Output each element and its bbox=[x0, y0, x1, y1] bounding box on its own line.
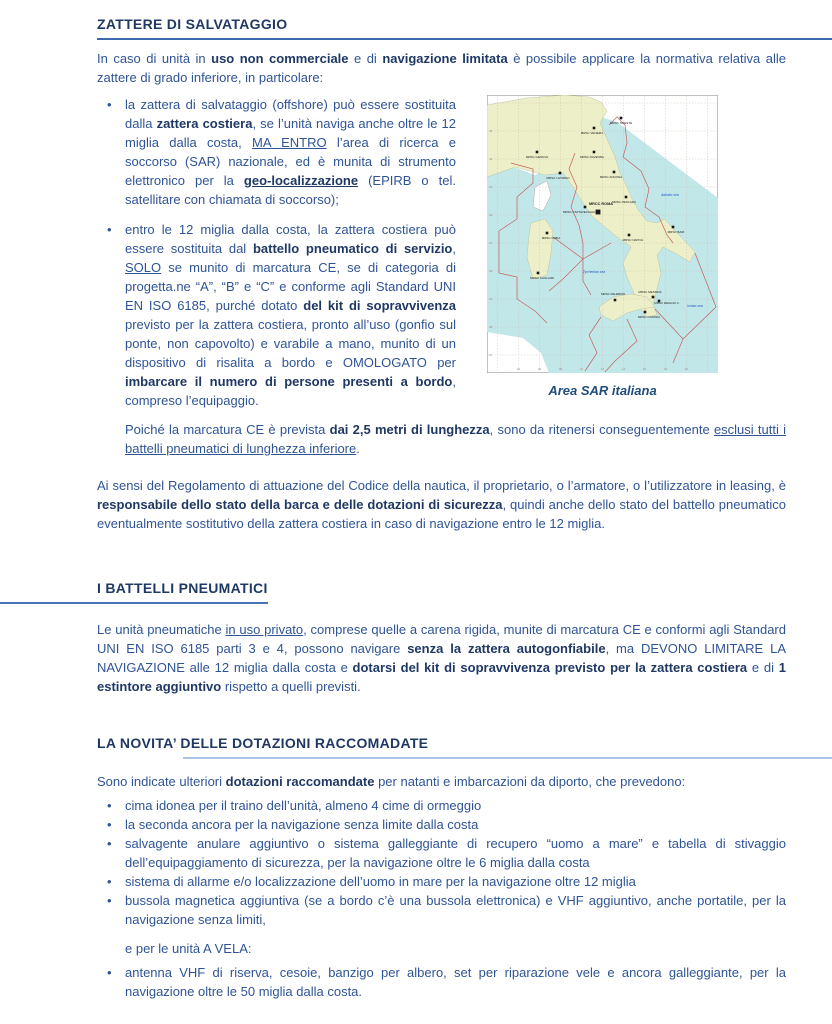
sea-label: Ionian sea bbox=[687, 304, 703, 308]
novita-lead-paragraph: Sono indicate ulteriori dotazioni raccomandate per natanti e imbarcazioni da diporto, che prevedono: bbox=[97, 774, 686, 789]
zattere-bullet-list bbox=[97, 95, 786, 410]
map-marker-label: MRSC GENOVA bbox=[525, 155, 549, 159]
map-marker-label: MRSC CIVITAVECCHIA bbox=[562, 210, 596, 214]
map-marker-label: MRSC ANCONA bbox=[599, 175, 623, 179]
y-tick-label: 37 bbox=[489, 353, 493, 357]
y-tick-label: 45 bbox=[489, 129, 493, 133]
map-marker-label: MRSC TRIESTE bbox=[609, 121, 633, 125]
x-tick-label: 20 bbox=[684, 367, 689, 371]
list-item: • salvagente anulare aggiuntivo o sistema galleggiante di recupero “uomo a mare” e tabella di stivaggio dell’equipaggiamento di sicurezza, per la navigazione oltre le 6 miglia dalla costa bbox=[97, 834, 786, 872]
map-caption: Area SAR italiana bbox=[548, 383, 657, 398]
map-marker-label: MRSC OLBIA bbox=[541, 236, 561, 240]
heading-text: I BATTELLI PNEUMATICI bbox=[97, 580, 268, 596]
x-tick-label: 14 bbox=[621, 367, 626, 371]
heading-text: ZATTERE DI SALVATAGGIO bbox=[97, 16, 288, 32]
section-novita bbox=[97, 734, 786, 1001]
map-marker-label: MRSC NAPOLI bbox=[622, 238, 644, 242]
map-marker-label: MRSC MESSINA bbox=[638, 290, 662, 294]
map-marker-label: MRCC ROMA bbox=[588, 202, 614, 206]
section-battelli bbox=[97, 579, 786, 696]
dotazioni-bullet-list bbox=[97, 796, 786, 929]
responsibility-paragraph: Ai sensi del Regolamento di attuazione del Codice della nautica, il proprietario, o l’armatore, o l’utilizzatore in leasing, è responsabile dello stato della barca e delle dotazioni di sicurezza, quindi anche dello stato del battello pneumatico eventualmente sostitutivo della zattera costiera in caso di navigazione entro le 12 miglia. bbox=[97, 478, 786, 531]
map-marker-label: MRSC RAVENNA bbox=[580, 155, 604, 159]
map-marker bbox=[596, 210, 601, 215]
list-item: • sistema di allarme e/o localizzazione dell’uomo in mare per la navigazione oltre 12 miglia bbox=[97, 872, 786, 891]
x-tick-label: 18 bbox=[663, 367, 668, 371]
list-item: • cima idonea per il traino dell’unità, almeno 4 cime di ormeggio bbox=[97, 796, 786, 815]
map-marker-label: MRSC BARI bbox=[667, 230, 685, 234]
list-item: • la zattera di salvataggio (offshore) può essere sostituita dalla zattera costiera, se l’unità naviga anche oltre le 12 miglia dalla costa, MA ENTRO l’area di ricerca e soccorso (SAR) nazionale, ed è munita di strumento elettronico per la geo-localizzazione (EPIRB o tel. satellitare con chiamata di soccorso); bbox=[97, 95, 786, 209]
map-marker-label: MRSC CAGLIARI bbox=[530, 276, 554, 280]
y-tick-label: 39 bbox=[489, 297, 493, 301]
map-marker-label: MRSC CATANIA bbox=[637, 315, 661, 319]
map-marker-label: MRSC REGGIO C. bbox=[654, 301, 680, 305]
section-heading-battelli bbox=[97, 579, 268, 597]
sea-label: Tyrrhenian sea bbox=[582, 270, 606, 274]
y-tick-label: 41 bbox=[489, 241, 493, 245]
heading-text: LA NOVITA’ DELLE DOTAZIONI RACCOMADATE bbox=[97, 735, 429, 751]
list-item: • la seconda ancora per la navigazione senza limite dalla costa bbox=[97, 815, 786, 834]
y-tick-label: 43 bbox=[489, 185, 493, 189]
y-tick-label: 42 bbox=[489, 213, 493, 217]
heading-rule bbox=[97, 38, 832, 40]
list-item: • bussola magnetica aggiuntiva (se a bordo c’è una bussola elettronica) e VHF aggiuntivo, anche portatile, per la navigazione senza limiti, bbox=[97, 891, 786, 929]
battelli-paragraph: Le unità pneumatiche in uso privato, comprese quelle a carena rigida, munite di marcatura CE e conformi agli Standard UNI EN ISO 6185 parti 3 e 4, possono navigare senza la zattera autogonfiabile, ma DEVONO LIMITARE LA NAVIGAZIONE alle 12 miglia dalla costa e dotarsi del kit di sopravvivenza previsto per la zattera costiera e di 1 estintore aggiuntivo rispetto a quelli previsti. bbox=[97, 622, 786, 694]
heading-rule bbox=[183, 757, 832, 759]
note-paragraph: Poiché la marcatura CE è prevista dai 2,5 metri di lunghezza, sono da ritenersi conseguentemente esclusi tutti i battelli pneumatici di lunghezza inferiore. bbox=[125, 422, 786, 456]
sea-label: Adriatic sea bbox=[661, 193, 679, 197]
section-heading-zattere bbox=[97, 15, 786, 33]
x-tick-label: 06 bbox=[537, 367, 542, 371]
map-marker-label: MRSC PALERMO bbox=[600, 292, 626, 296]
map-marker-label: MRSC LIVORNO bbox=[546, 176, 570, 180]
y-tick-label: 44 bbox=[489, 157, 493, 161]
section-heading-novita bbox=[97, 734, 786, 752]
map-marker-label: MRSC PESCARA bbox=[611, 200, 637, 204]
list-item: • antenna VHF di riserva, cesoie, banzigo per albero, set per riparazione vele e ancora galleggiante, per la navigazione oltre le 50 miglia dalla costa. bbox=[97, 963, 786, 1001]
y-tick-label: 38 bbox=[489, 325, 493, 329]
vela-bullet-list bbox=[97, 963, 786, 1001]
x-tick-label: 04 bbox=[516, 367, 521, 371]
x-tick-label: 16 bbox=[642, 367, 647, 371]
map-marker-label: MRSC VENEZIA bbox=[580, 131, 604, 135]
x-tick-label: 08 bbox=[558, 367, 563, 371]
heading-rule bbox=[0, 602, 268, 604]
x-tick-label: 10 bbox=[579, 367, 584, 371]
intro-paragraph: In caso di unità in uso non commerciale e di navigazione limitata è possibile applicare la normativa relativa alle zattere di grado inferiore, in particolare: bbox=[97, 51, 786, 85]
list-item: • entro le 12 miglia dalla costa, la zattera costiera può essere sostituita dal battello pneumatico di servizio, SOLO se munito di marcatura CE, se di categoria di progetta.ne “A”, “B” e “C” e conforme agli Standard UNI EN ISO 6185, purché dotato del kit di sopravvivenza previsto per la zattera costiera, pronto all’uso (gonfio sul ponte, non capovolto) e varabile a mano, munito di un dispositivo di risalita a bordo e OMOLOGATO per imbarcare il numero di persone presenti a bordo, compreso l’equipaggio. bbox=[97, 220, 786, 410]
y-tick-label: 40 bbox=[489, 269, 493, 273]
x-tick-label: 12 bbox=[600, 367, 605, 371]
vela-line: e per le unità A VELA: bbox=[125, 941, 252, 956]
